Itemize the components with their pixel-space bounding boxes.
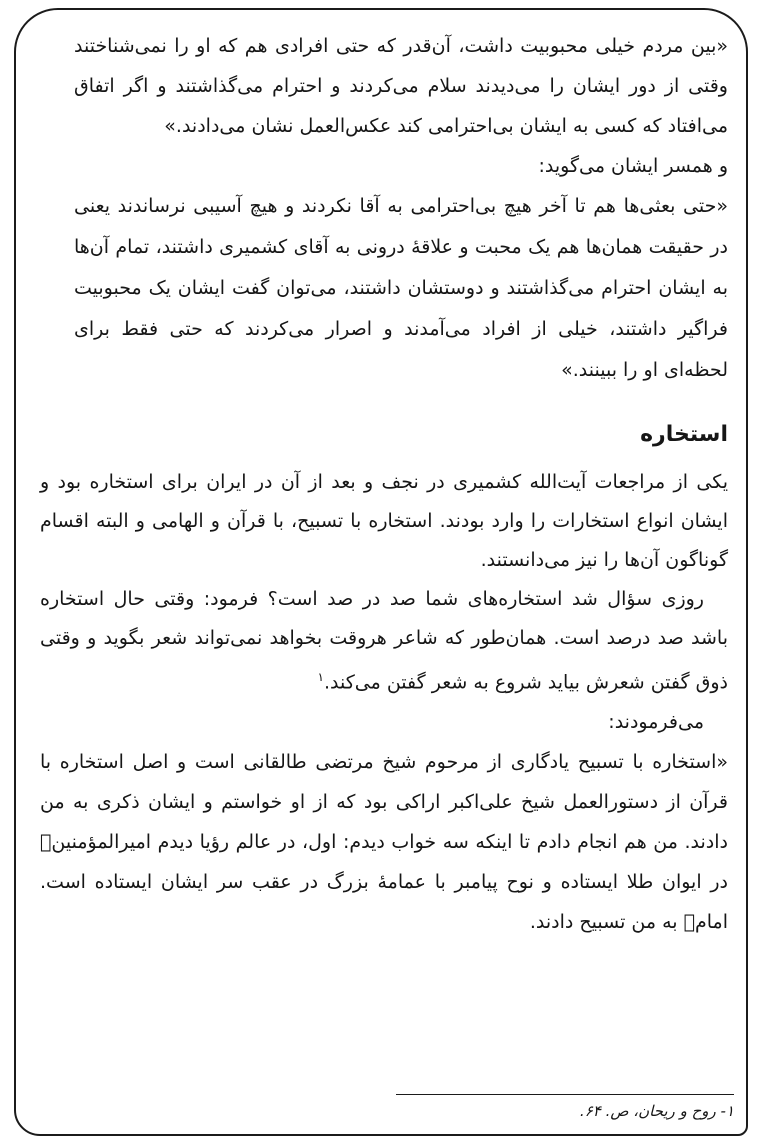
quote-dreams: «استخاره با تسبیح یادگاری از مرحوم شیخ مرتضی طالقانی است و اصل استخاره با قرآن از دستورالعمل شیخ علی‌اکبر اراکی بود که از او خواستم و ایشان ذکری به من دادند. من هم انجام دادم تا اینکه سه خواب دیدم: اول، در عالم رؤیا دیدم امیرالمؤمنین﷣ در ایوان طلا ایستاده و نوح پیامبر با عمامهٔ بزرگ در عقب سر ایشان ایستاده است. امام﷣ به من تسبیح دادند. [40,751,728,934]
paragraph-certainty [40,580,728,702]
paragraph-certainty-text: روزی سؤال شد استخاره‌های شما صد در صد است؟ فرمود: وقتی حال استخاره باشد صد درصد است. همان‌طور که شاعر هروقت بخواهد نمی‌تواند شعر بگوید و وقتی ذوق گفتن شعرش بیاید شروع به شعر گفتن می‌کند. [40,588,728,694]
footnote-divider [396,1094,734,1095]
quote-popularity: «بین مردم خیلی محبوبیت داشت، آن‌قدر که حتی افرادی هم که او را نمی‌شناختند وقتی از دور ایشان را می‌دیدند سلام می‌کردند و احترام می‌گذاشتند و اگر اتفاق می‌افتاد که کسی به ایشان بی‌احترامی کند عکس‌العمل نشان می‌دادند.» [74,35,728,137]
quote-spouse: «حتی بعثی‌ها هم تا آخر هیچ بی‌احترامی به آقا نکردند و هیچ آسیبی نرساندند یعنی در حقیقت همان‌ها هم یک محبت و علاقهٔ درونی به آقای کشمیری داشتند، تمام آن‌ها به ایشان احترام می‌گذاشتند و دوستشان داشتند، می‌توان گفت ایشان یک محبوبیت فراگیر داشتند، خیلی از افراد می‌آمدند و اصرار می‌کردند که حتی فقط برای لحظه‌ای او را ببینند.» [74,195,728,381]
said-intro-line: می‌فرمودند: [608,711,704,734]
page-content [40,26,728,942]
footnote-text: ۱- روح و ریحان، ص. ۶۴. [579,1102,734,1120]
paragraph-istikhara-intro: یکی از مراجعات آیت‌الله کشمیری در نجف و بعد از آن در ایران برای استخاره بود و ایشان انواع استخارات را وارد بودند. استخاره با تسبیح، با قرآن و الهامی و البته اقسام گوناگون آن‌ها را نیز می‌دانستند. [40,471,728,571]
section-title: استخاره [640,422,728,447]
footnote-marker: ۱ [317,670,324,684]
spouse-intro-line: و همسر ایشان می‌گوید: [538,155,728,177]
